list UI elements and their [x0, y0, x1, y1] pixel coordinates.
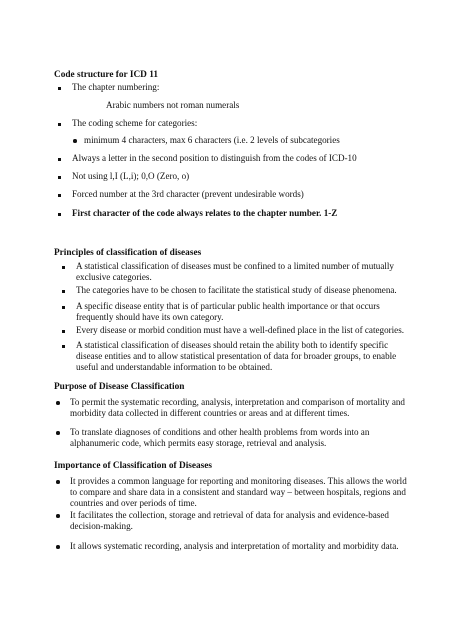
principle-item: [76, 325, 404, 336]
bullet-dot: [56, 545, 60, 549]
importance-line: decision-making.: [70, 521, 133, 532]
bullet-dot: [73, 139, 77, 143]
principle-line: frequently should have its own category.: [76, 312, 224, 323]
forced-number: Forced number at the 3rd character (prevent undesirable words): [72, 189, 304, 199]
importance-line: It allows systematic recording, analysis and interpretation of mortality and morbidity data.: [70, 541, 399, 551]
principle-item: [76, 285, 397, 296]
letter-rule: Always a letter in the second position to distinguish from the codes of ICD-10: [72, 153, 357, 163]
principle-line: Every disease or morbid condition must have a well-defined place in the list of categories.: [76, 325, 405, 335]
bullet-square: [58, 123, 61, 126]
principle-item: [76, 261, 394, 283]
purpose-item: [70, 427, 369, 449]
bullet-square: [58, 87, 61, 90]
principle-line: A statistical classification of diseases should retain the ability both to identify specific: [76, 340, 389, 350]
arabic-note: Arabic numbers not roman numerals: [106, 100, 240, 110]
bullet-square: [58, 158, 61, 161]
bullet-square: [62, 345, 65, 348]
principle-line: useful and understandable information to be obtained.: [76, 362, 273, 373]
purpose-line: To translate diagnoses of conditions and other health problems from words into an: [70, 427, 370, 437]
purpose-line: alphanumeric code, which permits easy storage, retrieval and analysis.: [70, 438, 327, 449]
importance-item: [70, 541, 399, 552]
bullet-dot: [56, 401, 60, 405]
principles-heading: Principles of classification of diseases: [54, 248, 202, 258]
bullet-dot: [56, 514, 60, 518]
purpose-line: To permit the systematic recording, analysis, interpretation and comparison of mortality and: [70, 397, 405, 407]
importance-line: to compare and share data in a consistent and standard way – between hospitals, regions and: [70, 487, 406, 498]
importance-line: It facilitates the collection, storage and retrieval of data for analysis and evidence-based: [70, 510, 389, 520]
principle-line: A statistical classification of diseases must be confined to a limited number of mutually: [76, 261, 394, 271]
bullet-square: [58, 213, 61, 216]
importance-item: [70, 510, 389, 532]
principle-line: disease entities and to allow statistical presentation of data for broader groups, to enable: [76, 351, 397, 362]
first-char-rule: First character of the code always relates to the chapter number. 1-Z: [72, 208, 338, 218]
principle-item: [76, 301, 380, 323]
not-using: Not using l,I (L,i); 0,O (Zero, o): [72, 171, 190, 181]
principle-line: A specific disease entity that is of particular public health importance or that occurs: [76, 301, 380, 311]
bullet-dot: [56, 431, 60, 435]
importance-item: [70, 476, 407, 510]
principle-item: [76, 340, 396, 374]
bullet-square: [62, 306, 65, 309]
chars-rule: minimum 4 characters, max 6 characters (i.e. 2 levels of subcategories: [84, 135, 340, 145]
bullet-square: [58, 194, 61, 197]
importance-line: It provides a common language for reporting and monitoring diseases. This allows the world: [70, 476, 407, 486]
purpose-line: morbidity data collected in different countries or areas and at different times.: [70, 408, 350, 419]
bullet-square: [58, 176, 61, 179]
bullet-square: [62, 290, 65, 293]
bullet-dot: [56, 480, 60, 484]
icd11-heading: Code structure for ICD 11: [54, 70, 158, 80]
principle-line: The categories have to be chosen to facilitate the statistical study of disease phenomena.: [76, 285, 397, 295]
chapter-numbering: The chapter numbering:: [72, 82, 160, 92]
purpose-item: [70, 397, 405, 419]
importance-line: countries and over periods of time.: [70, 498, 197, 509]
bullet-square: [62, 266, 65, 269]
importance-heading: Importance of Classification of Diseases: [54, 461, 213, 471]
principle-line: exclusive categories.: [76, 272, 152, 283]
purpose-heading: Purpose of Disease Classification: [54, 382, 185, 392]
coding-scheme: The coding scheme for categories:: [72, 118, 198, 128]
bullet-square: [62, 330, 65, 333]
